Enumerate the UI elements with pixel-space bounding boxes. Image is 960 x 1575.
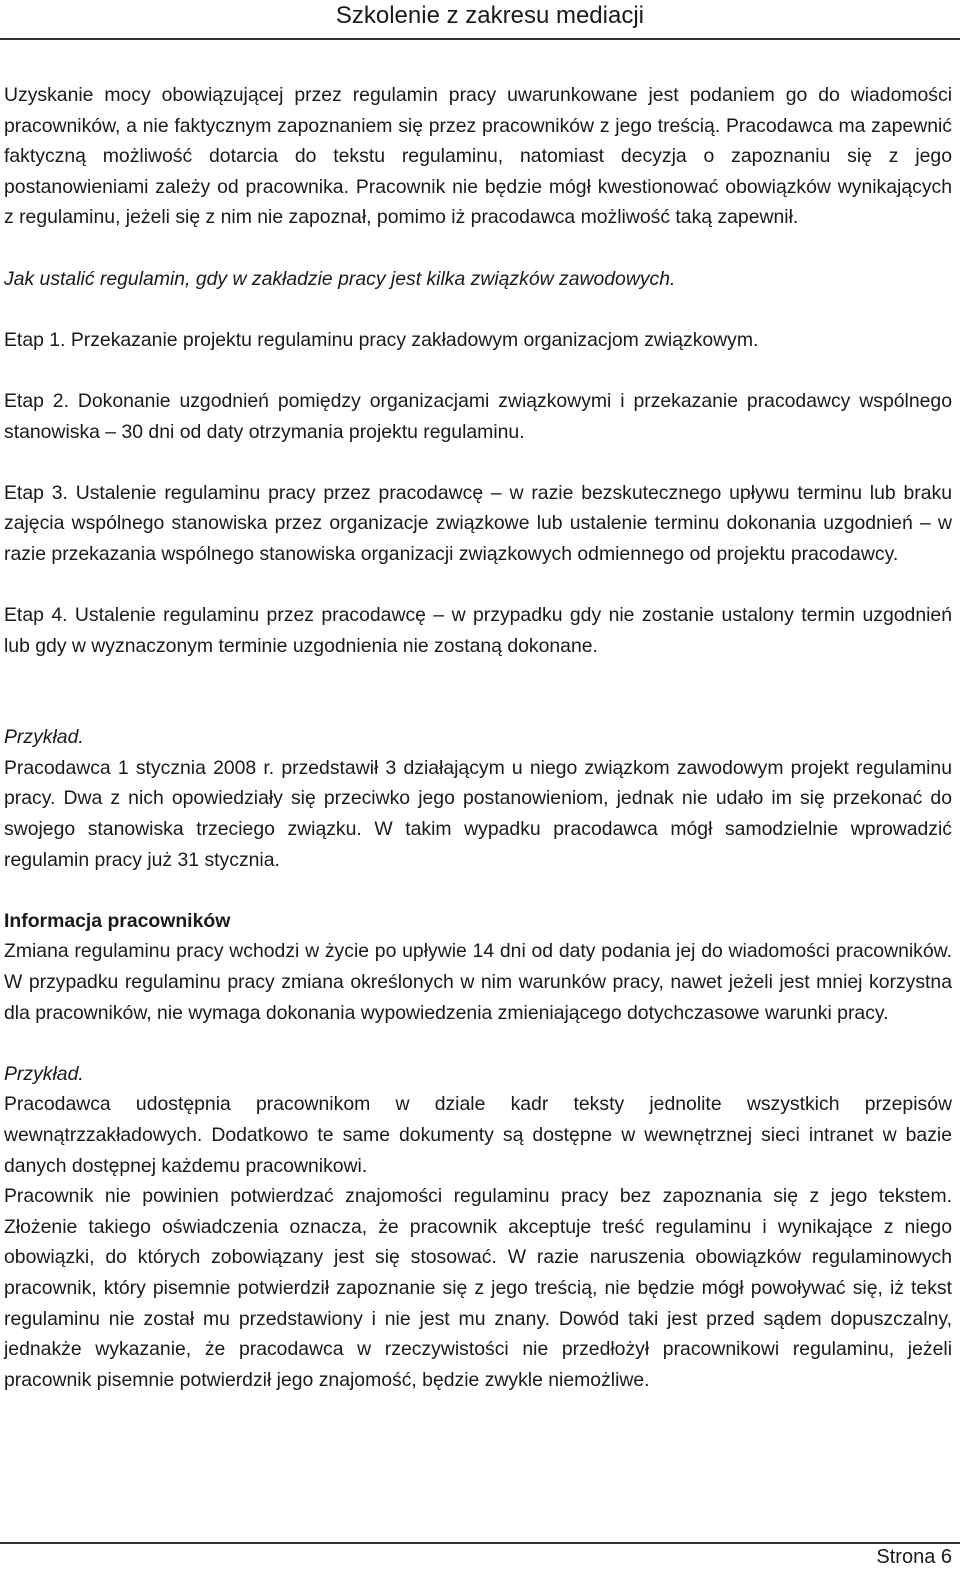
step-1: Etap 1. Przekazanie projektu regulaminu pracy zakładowym organizacjom związkowym. [4,328,759,351]
example-1-label: Przykład. [4,726,84,749]
info-text: Zmiana regulaminu pracy wchodzi w życie po upływie 14 dni od daty podania jej do wiadomości pracowników. W przypadku regulaminu pracy zmiana określonych w nim warunków pracy, nawet jeżeli jest mniej korzystna dla pracowników, nie wymaga dokonania wypowiedzenia zmieniającego dotychczasowe warunki pracy. [4,940,952,1024]
example-2-text-2: Pracownik nie powinien potwierdzać znajomości regulaminu pracy bez zapoznania się z jego tekstem. Złożenie takiego oświadczenia oznacza, że pracownik akceptuje treść regulaminu i wynikające z niego obowiązki, do których zobowiązany jest się stosować. W razie naruszenia obowiązków regulaminowych pracownik, który pisemnie potwierdził zapoznanie się z jego treścią, nie będzie mógł powoływać się, iż tekst regulaminu nie został mu przedstawiony i nie jest mu znany. Dowód taki jest przed sądem dopuszczalny, jednakże wykazanie, że pracodawca w rzeczywistości nie przedłożył pracownikowi regulaminu, jeżeli pracownik pisemnie potwierdził jego znajomość, będzie zwykle niemożliwe. [4,1185,952,1391]
page-number: Strona 6 [876,1546,952,1568]
document-title: Szkolenie z zakresu mediacji [335,2,644,29]
header-divider [0,38,960,40]
step-3: Etap 3. Ustalenie regulaminu pracy przez pracodawcę – w razie bezskutecznego upływu terminu lub braku zajęcia wspólnego stanowiska przez organizacje związkowe lub ustalenie terminu dokonania uzgodnień – w razie przekazania wspólnego stanowiska organizacji związkowych odmiennego od projektu pracodawcy. [4,481,952,565]
document-body [4,80,952,1395]
example-2-label: Przykład. [4,1062,84,1085]
step-2: Etap 2. Dokonanie uzgodnień pomiędzy organizacjami związkowymi i przekazanie pracodawcy wspólnego stanowiska – 30 dni od daty otrzymania projektu regulaminu. [4,389,952,443]
section-heading-unions: Jak ustalić regulamin, gdy w zakładzie pracy jest kilka związków zawodowych. [4,267,676,290]
page-header [0,0,960,36]
example-1-text: Pracodawca 1 stycznia 2008 r. przedstawił 3 działającym u niego związkom zawodowym projekt regulaminu pracy. Dwa z nich opowiedziały się przeciwko jego postanowieniom, jednak nie udało im się przekonać do swojego stanowiska trzeciego związku. W takim wypadku pracodawca mógł samodzielnie wprowadzić regulamin pracy już 31 stycznia. [4,756,952,871]
example-2-text-1: Pracodawca udostępnia pracownikom w dziale kadr teksty jednolite wszystkich przepisów wewnątrzzakładowych. Dodatkowo te same dokumenty są dostępne w wewnętrznej sieci intranet w bazie danych dostępnej każdemu pracownikowi. [4,1093,952,1177]
footer-divider [0,1542,960,1544]
info-heading: Informacja pracowników [4,909,231,932]
step-4: Etap 4. Ustalenie regulaminu przez pracodawcę – w przypadku gdy nie zostanie ustalony termin uzgodnień lub gdy w wyznaczonym terminie uzgodnienia nie zostaną dokonane. [4,604,952,657]
paragraph-validity: Uzyskanie mocy obowiązującej przez regulamin pracy uwarunkowane jest podaniem go do wiadomości pracowników, a nie faktycznym zapoznaniem się przez pracowników z jego treścią. Pracodawca ma zapewnić faktyczną możliwość dotarcia do tekstu regulaminu, natomiast decyzja o zapoznaniu się z jego postanowieniami zależy od pracownika. Pracownik nie będzie mógł kwestionować obowiązków wynikających z regulaminu, jeżeli się z nim nie zapoznał, pomimo iż pracodawca możliwość taką zapewnił. [4,84,952,229]
